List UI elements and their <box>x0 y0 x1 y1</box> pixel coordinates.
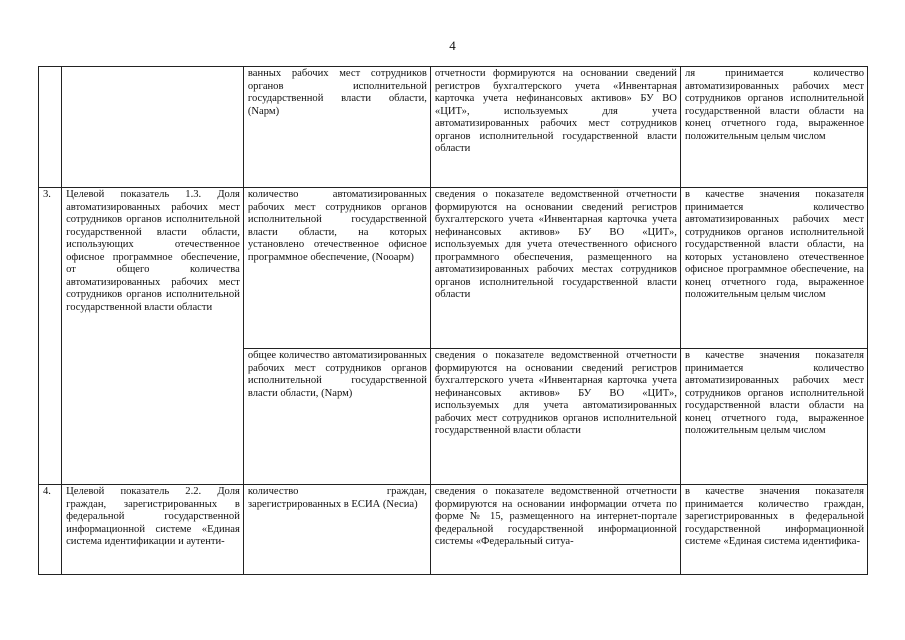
source-cell: сведения о показателе ведомственной отчетности формируются на основании информации отчета по форме № 15, размещенного на интернет-портале федеральной государственной информационной системы «Федеральный ситуа- <box>430 485 680 575</box>
parameter-cell: общее количество автоматизированных рабочих мест сотрудников органов исполнительной государственной власти области, (Nарм) <box>243 349 430 485</box>
source-cell: сведения о показателе ведомственной отчетности формируются на основании сведений регистров бухгалтерского учета «Инвентарная карточка учета нефинансовых активов» БУ ВО «ЦИТ», используемых для учета отечественного офисного программного обеспечения, размещенного на автоматизированных рабочих местах сотрудников органов исполнительной государственной власти области <box>430 188 680 349</box>
source-cell: отчетности формируются на основании сведений регистров бухгалтерского учета «Инвентарная карточка учета нефинансовых активов» БУ ВО «ЦИТ», используемых для учета автоматизированных рабочих мест сотрудников органов исполнительной государственной власти области <box>430 67 680 188</box>
method-cell: в качестве значения показателя принимается количество автоматизированных рабочих мест сотрудников органов исполнительной государственной власти области, на которых установлено отечественное офисное программное обеспечение, на конец отчетного года, выраженное положительным целым числом <box>680 188 867 349</box>
table-row <box>39 67 868 188</box>
indicators-table <box>38 66 868 575</box>
row-number-cell: 3. <box>39 188 62 485</box>
source-cell: сведения о показателе ведомственной отчетности формируются на основании сведений регистров бухгалтерского учета «Инвентарная карточка учета нефинансовых активов» БУ ВО «ЦИТ», используемых для учета автоматизированных рабочих мест сотрудников органов исполнительной государственной власти области <box>430 349 680 485</box>
method-cell: в качестве значения показателя принимается количество автоматизированных рабочих мест сотрудников органов исполнительной государственной власти области на конец отчетного года, выраженное положительным целым числом <box>680 349 867 485</box>
row-number-cell: 4. <box>39 485 62 575</box>
table-row <box>39 188 868 349</box>
table-row <box>39 485 868 575</box>
indicator-cell: Целевой показатель 2.2. Доля граждан, зарегистрированных в федеральной государственной информационной системе «Единая система идентификации и аутенти- <box>62 485 244 575</box>
method-cell: ля принимается количество автоматизированных рабочих мест сотрудников органов исполнительной государственной власти области на конец отчетного года, выраженное положительным целым числом <box>680 67 867 188</box>
parameter-cell: ванных рабочих мест сотрудников органов исполнительной государственной власти области, (Nарм) <box>243 67 430 188</box>
parameter-cell: количество автоматизированных рабочих мест сотрудников органов исполнительной государственной власти области, на которых установлено отечественное офисное программное обеспечение, (Nоoарм) <box>243 188 430 349</box>
page-number: 4 <box>449 38 456 53</box>
indicator-cell: Целевой показатель 1.3. Доля автоматизированных рабочих мест сотрудников органов исполнительной государственной власти области, использующих отечественное офисное программное обеспечение, от общего количества автоматизированных рабочих мест сотрудников органов исполнительной государственной власти области <box>62 188 244 485</box>
row-number-cell <box>39 67 62 188</box>
method-cell: в качестве значения показателя принимается количество граждан, зарегистрированных в федеральной государственной информационной системе «Единая система идентифика- <box>680 485 867 575</box>
indicator-cell <box>62 67 244 188</box>
parameter-cell: количество граждан, зарегистрированных в ЕСИА (Nесиа) <box>243 485 430 575</box>
